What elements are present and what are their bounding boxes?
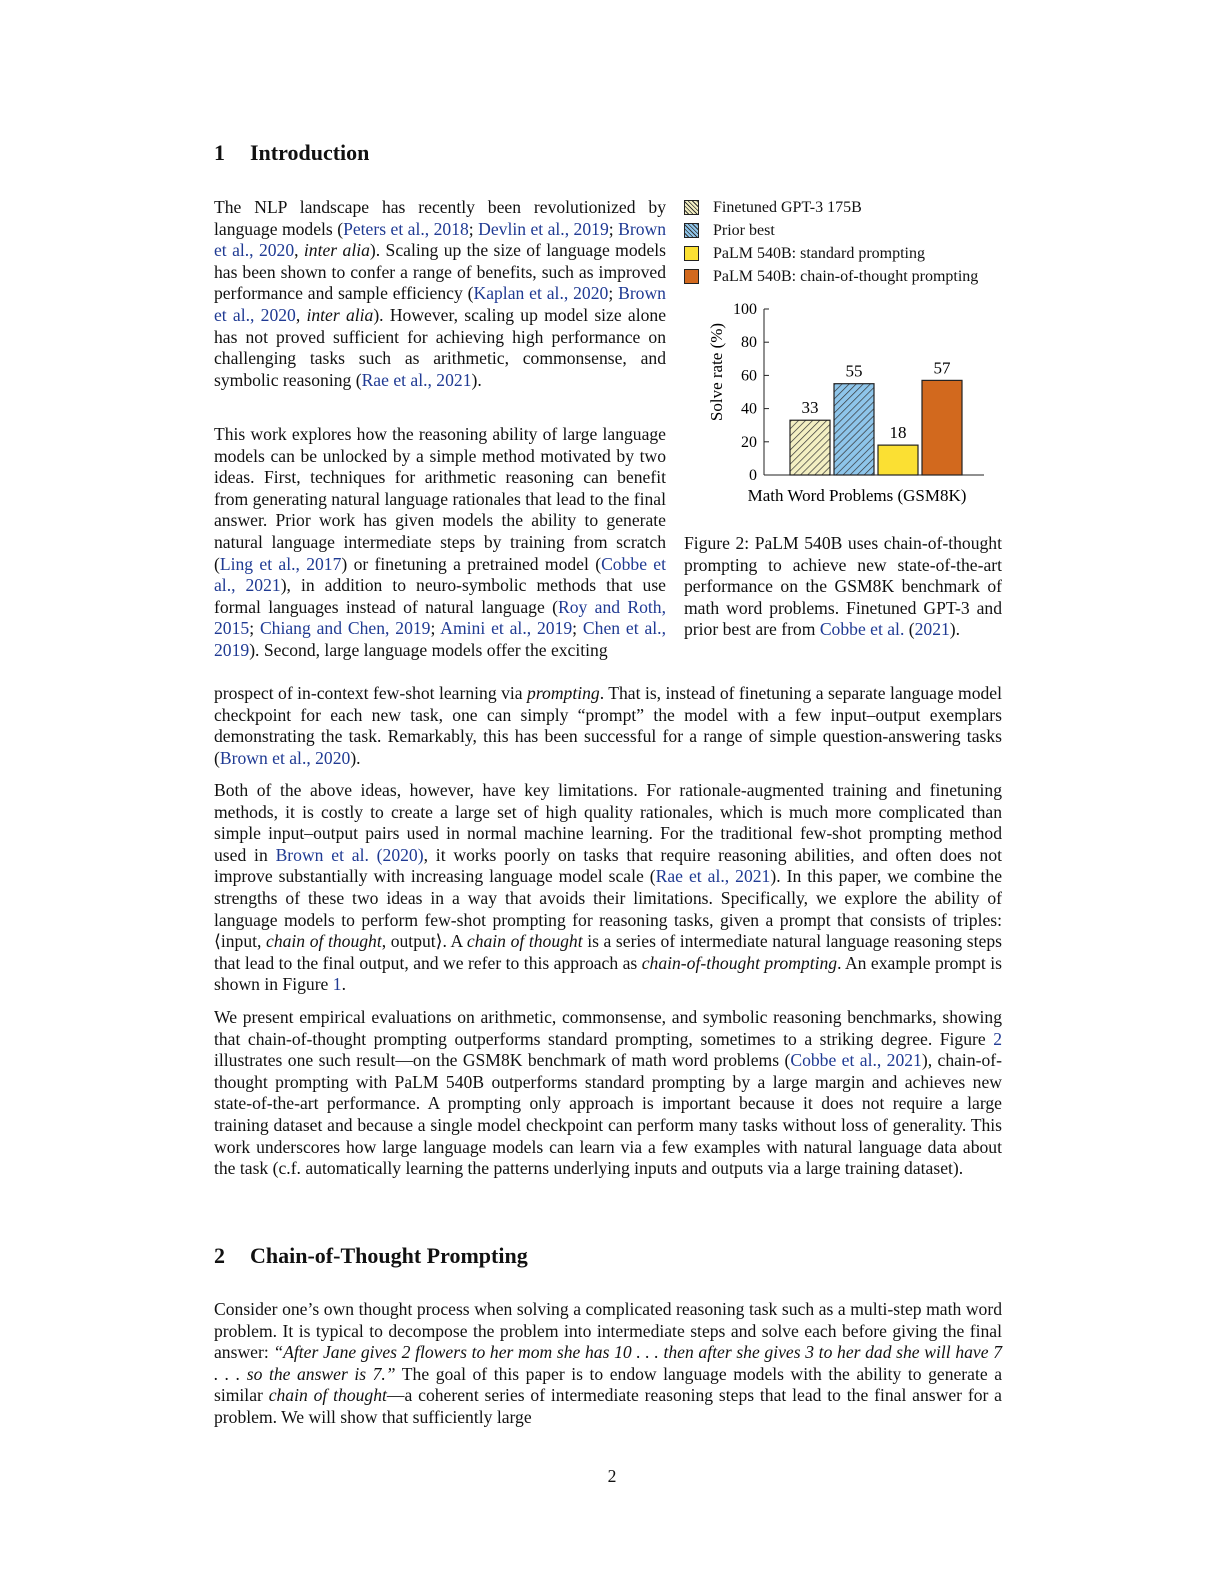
section-heading-cot (214, 1243, 528, 1269)
section2-paragraph-1: Consider one’s own thought process when solving a complicated reasoning task such as a multi-step math word problem. It is typical to decompose the problem into intermediate steps and solve each before giving the final answer: “After Jane gives 2 flowers to her mom she has 10 . . . then after she gives 3 to her dad she will have 7 . . . so the answer is 7.” The goal of this paper is to endow language models with the ability to generate a similar chain of thought—a coherent series of intermediate reasoning steps that lead to the final answer for a problem. We will show that sufficiently large (214, 1299, 1002, 1427)
legend-swatch-hatch-cream (684, 200, 699, 215)
citation-link[interactable]: Brown et al., 2020 (214, 218, 666, 261)
figure-2-caption: Figure 2: PaLM 540B uses chain-of-thought prompting to achieve new state-of-the-art performance on the GSM8K benchmark of math word problems. Finetuned GPT-3 and prior best are from Cobbe et al. (2021). (684, 533, 1002, 640)
legend-swatch-yellow (684, 246, 699, 261)
italic-text: prompting (527, 683, 600, 703)
citation-link[interactable]: Brown et al., 2020 (219, 747, 351, 768)
bar-value-label: 33 (801, 398, 819, 418)
citation-link[interactable]: Amini et al., 2019 (440, 618, 573, 639)
section-title: Introduction (250, 140, 370, 165)
legend-swatch-orange (684, 269, 699, 284)
text: The NLP landscape has recently been revolutionized by language models ( (214, 197, 666, 239)
italic-text: inter alia (303, 240, 370, 261)
page-number: 2 (607, 1466, 617, 1486)
bar-value-label: 18 (889, 423, 907, 443)
intro-paragraph-4: We present empirical evaluations on arithmetic, commonsense, and symbolic reasoning benchmarks, showing that chain-of-thought prompting outperforms standard prompting, sometimes to a striking degree. Figure 2 illustrates one such result—on the GSM8K benchmark of math word problems (Cobbe et al., 2021), chain-of-thought prompting with PaLM 540B outperforms standard prompting by a large margin and achieves new state-of-the-art performance. A prompting only approach is important because it does not require a large training dataset and because a single model checkpoint can perform many tasks without loss of generality. This work underscores how large language models can learn via a few examples with natural language data about the task (c.f. automatically learning the patterns underlying inputs and outputs via a large training dataset). (214, 1007, 1002, 1179)
citation-link[interactable]: Chiang and Chen, 2019 (259, 618, 431, 639)
italic-quote: “After Jane gives 2 flowers to her mom she has 10 . . . then after she gives 3 to her dad she will have 7 . . . so the answer is 7.” (214, 1342, 1002, 1384)
citation-link[interactable]: Kaplan et al., 2020 (473, 283, 609, 304)
citation-link[interactable]: Devlin et al., 2019 (478, 218, 609, 239)
text: ). Scaling up the size of language models has been shown to confer a range of benefits, such as improved performance and sample efficiency ( (214, 240, 666, 304)
text: This work explores how the reasoning ability of large language models can be unlocked by a simple method motivated by two ideas. First, techniques for arithmetic reasoning can benefit from generating natural language rationales that lead to the final answer. Prior work has given models the ability to generate natural language intermediate steps by training from scratch ( (214, 424, 666, 574)
legend-label: Prior best (713, 221, 775, 239)
citation-link[interactable]: Brown et al. (2020) (275, 844, 424, 865)
section-heading-introduction (214, 140, 369, 166)
citation-link[interactable]: Brown et al., 2020 (214, 283, 666, 325)
italic-text: inter alia (306, 304, 374, 325)
y-tick-label: 20 (741, 433, 757, 451)
legend-label: Finetuned GPT-3 175B (713, 198, 862, 216)
citation-link[interactable]: Peters et al., 2018 (343, 218, 469, 239)
section-number: 2 (214, 1243, 225, 1268)
text: ). However, scaling up model size alone has not proved sufficient for achieving high performance on challenging tasks such as arithmetic, commonsense, and symbolic reasoning ( (214, 304, 667, 390)
citation-link[interactable]: Cobbe et al. (819, 619, 905, 640)
citation-link[interactable]: 2021 (914, 619, 950, 640)
y-tick-label: 0 (749, 467, 757, 484)
intro-paragraph-2-wrapped: This work explores how the reasoning ability of large language models can be unlocked by a simple method motivated by two ideas. First, techniques for arithmetic reasoning can benefit from generating natural language rationales that lead to the final answer. Prior work has given models the ability to generate natural language intermediate steps by training from scratch (Ling et al., 2017) or finetuning a pretrained model (Cobbe et al., 2021), in addition to neuro-symbolic methods that use formal languages instead of natural language (Roy and Roth, 2015; Chiang and Chen, 2019; Amini et al., 2019; Chen et al., 2019). Second, large language models offer the exciting (214, 424, 667, 660)
legend-item (684, 196, 1004, 219)
intro-paragraph-2-continued: prospect of in-context few-shot learning via prompting. That is, instead of finetuning a separate language model checkpoint for each new task, one can simply “prompt” the model with a few input–output exemplars demonstrating the task. Remarkably, this has been successful for a range of simple question-answering tasks (Brown et al., 2020). (214, 683, 1002, 768)
y-tick-label: 40 (741, 400, 757, 418)
bar-value-label: 55 (845, 361, 863, 381)
x-axis-label: Math Word Problems (GSM8K) (747, 486, 967, 505)
citation-link[interactable]: Cobbe et al., 2021 (790, 1050, 922, 1071)
intro-paragraph-1: The NLP landscape has recently been revolutionized by language models (Peters et al., 2018; Devlin et al., 2019; Brown et al., 2020, inter alia). Scaling up the size of language models has been shown to confer a range of benefits, such as improved performance and sample efficiency (Kaplan et al., 2020; Brown et al., 2020, inter alia). However, scaling up model size alone has not proved sufficient for achieving high performance on challenging tasks such as arithmetic, commonsense, and symbolic reasoning (Rae et al., 2021). (214, 197, 667, 390)
citation-link[interactable]: Rae et al., 2021 (361, 369, 472, 390)
y-tick-label: 80 (741, 334, 757, 352)
y-tick-label: 60 (741, 367, 757, 385)
legend-item (684, 219, 1004, 242)
section-number: 1 (214, 140, 225, 165)
citation-link[interactable]: Chen et al., 2019 (214, 618, 666, 660)
bar-chart (684, 294, 1004, 524)
legend-label: PaLM 540B: chain-of-thought prompting (713, 267, 979, 285)
bar (922, 380, 962, 475)
chart-legend (684, 196, 1004, 288)
bar (790, 420, 830, 475)
bar (878, 445, 918, 475)
figure-ref-link[interactable]: 1 (332, 974, 342, 995)
citation-link[interactable]: Rae et al., 2021 (655, 866, 771, 887)
legend-item (684, 242, 1004, 265)
citation-link[interactable]: Cobbe et al., 2021 (214, 553, 667, 596)
figure-ref-link[interactable]: 2 (993, 1028, 1002, 1049)
bar (834, 384, 874, 475)
y-tick-label: 100 (733, 301, 757, 318)
section-title: Chain-of-Thought Prompting (250, 1243, 528, 1268)
citation-link[interactable]: Ling et al., 2017 (219, 553, 342, 574)
legend-item (684, 265, 1004, 288)
citation-link[interactable]: Roy and Roth, 2015 (214, 596, 666, 639)
legend-label: PaLM 540B: standard prompting (713, 244, 925, 262)
intro-paragraph-3: Both of the above ideas, however, have key limitations. For rationale-augmented training and finetuning methods, it is costly to create a large set of high quality rationales, which is much more complicated than simple input–output pairs used in normal machine learning. For the traditional few-shot prompting method used in Brown et al. (2020), it works poorly on tasks that require reasoning abilities, and often does not improve substantially with increasing language model scale (Rae et al., 2021). In this paper, we combine the strengths of these two ideas in a way that avoids their limitations. Specifically, we explore the ability of language models to perform few-shot prompting for reasoning tasks, given a prompt that consists of triples: ⟨input, chain of thought, output⟩. A chain of thought is a series of intermediate natural language reasoning steps that lead to the final output, and we refer to this approach as chain-of-thought prompting. An example prompt is shown in Figure 1. (214, 780, 1003, 995)
legend-swatch-hatch-blue (684, 223, 699, 238)
bar-value-label: 57 (933, 358, 951, 378)
y-axis-label: Solve rate (%) (707, 322, 726, 422)
figure-2 (684, 196, 1004, 505)
